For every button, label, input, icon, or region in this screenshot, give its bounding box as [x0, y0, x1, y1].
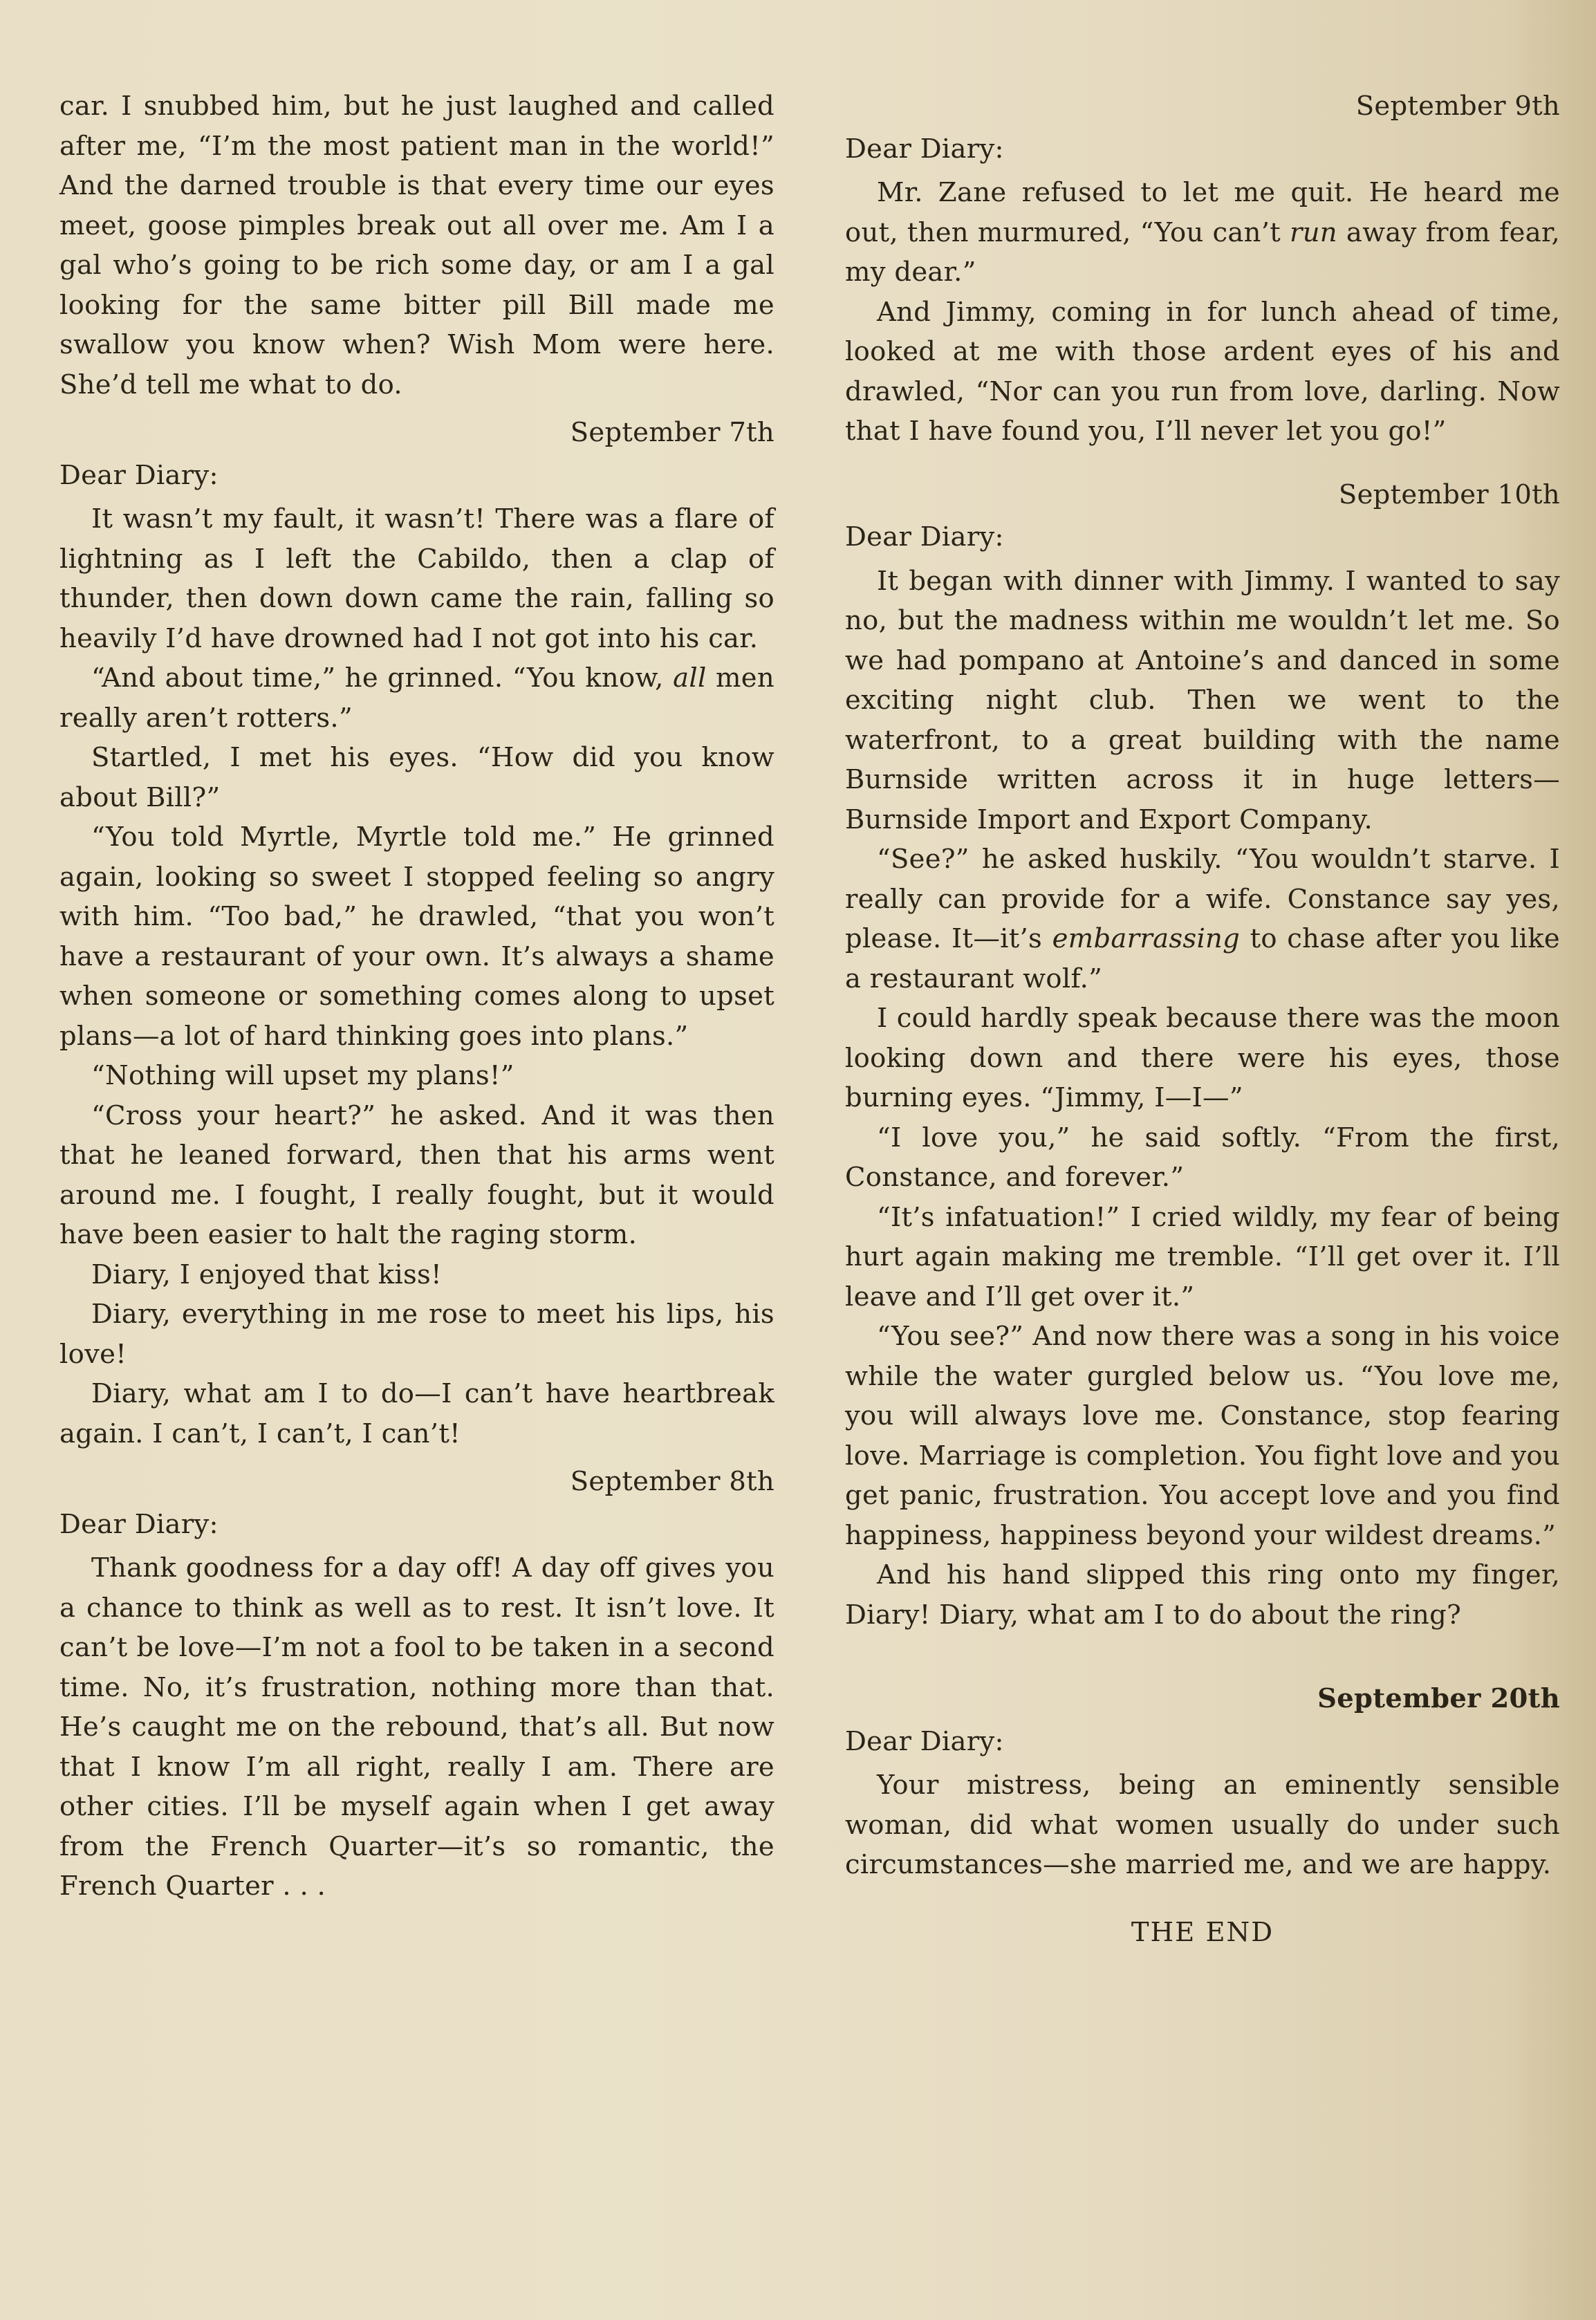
paragraph: “It’s infatuation!” I cried wildly, my fear of being hurt again making me tremble. “I’ll get over it. I’ll leave and I’ll get over it.” [845, 1201, 1560, 1312]
entry-date-sep20: September 20th [1317, 1683, 1560, 1714]
paragraph: Diary, I enjoyed that kiss! [91, 1259, 442, 1290]
emphasis: all [673, 662, 707, 694]
emphasis: embarrassing [1052, 923, 1241, 954]
paragraph [59, 658, 774, 738]
paragraph: Diary, what am I to do—I can’t have heartbreak again. I can’t, I can’t, I can’t! [59, 1378, 774, 1449]
right-column [845, 86, 1560, 1952]
intro-paragraph: car. I snubbed him, but he just laughed and called after me, “I’m the most patient man in the world!” And the darned trouble is that every time our eyes meet, goose pimples break out all over me. Am I a gal who’s going to be rich some day, or am I a gal looking for the same bitter pill Bill made me swallow you know when? Wish Mom were here. She’d tell me what to do. [59, 91, 774, 400]
entry-salutation-sep20: Dear Diary: [845, 1725, 1004, 1757]
entry-salutation-sep7: Dear Diary: [59, 459, 219, 491]
paragraph: Diary, everything in me rose to meet his lips, his love! [59, 1299, 774, 1370]
paragraph: “Nothing will upset my plans!” [91, 1060, 514, 1091]
paragraph: It began with dinner with Jimmy. I wanted to say no, but the madness within me wouldn’t let me. So we had pompano at Antoine’s and danced in some exciting night club. Then we went to the waterfront, to a great building with the name Burnside written across it in huge letters—Burnside Import and Export Company. [845, 565, 1560, 835]
paragraph: It wasn’t my fault, it wasn’t! There was a flare of lightning as I left the Cabildo, then a clap of thunder, then down down came the rain, falling so heavily I’d have drowned had I not got into his car. [59, 503, 774, 654]
paragraph: “I love you,” he said softly. “From the first, Constance, and forever.” [845, 1122, 1560, 1193]
paragraph: And Jimmy, coming in for lunch ahead of time, looked at me with those ardent eyes of his and drawled, “Nor can you run from love, darling. Now that I have found you, I’ll never let you go!” [845, 296, 1560, 447]
text-run: “See?” he asked huskily. “You wouldn’t starve. I really can provide for a wife. Constance say yes, please. It—it’s [845, 844, 1560, 954]
text-run: Mr. Zane refused to let me quit. He heard me out, then murmured, “You can’t [845, 177, 1560, 248]
left-column [59, 86, 774, 1906]
paragraph [845, 173, 1560, 293]
paragraph: And his hand slipped this ring onto my finger, Diary! Diary, what am I to do about the ring? [845, 1559, 1560, 1631]
paragraph: “You told Myrtle, Myrtle told me.” He grinned again, looking so sweet I stopped feeling so angry with him. “Too bad,” he drawled, “that you won’t have a restaurant of your own. It’s always a shame when someone or something comes along to upset plans—a lot of hard thinking goes into plans.” [59, 822, 774, 1052]
text-run: “And about time,” he grinned. “You know, [91, 662, 674, 694]
paragraph: I could hardly speak because there was the moon looking down and there were his eyes, those burning eyes. “Jimmy, I—I—” [845, 1003, 1560, 1113]
text-run: to chase after you like a restaurant wolf.” [845, 923, 1560, 994]
entry-date-sep10: September 10th [1338, 479, 1560, 510]
emphasis: run [1289, 216, 1337, 248]
text-run: men really aren’t rotters.” [59, 662, 774, 734]
paragraph: Thank goodness for a day off! A day off gives you a chance to think as well as to rest. It isn’t love. It can’t be love—I’m not a fool to be taken in a second time. No, it’s frustration, nothing more than that. He’s caught me on the rebound, that’s all. But now that I know I’m all right, really I am. There are other cities. I’ll be myself again when I get away from the French Quarter—it’s so romantic, the French Quarter . . . [59, 1552, 774, 1902]
entry-salutation-sep10: Dear Diary: [845, 521, 1004, 553]
entry-date-sep8: September 8th [570, 1466, 774, 1497]
entry-salutation-sep8: Dear Diary: [59, 1508, 219, 1540]
the-end-label: THE END [1131, 1916, 1274, 1948]
spacer [845, 1635, 1560, 1671]
paragraph: “Cross your heart?” he asked. And it was then that he leaned forward, then that his arms went around me. I fought, I really fought, but it would have been easier to halt the raging storm. [59, 1099, 774, 1250]
entry-date-sep9: September 9th [1355, 91, 1560, 122]
spacer [845, 452, 1560, 467]
entry-salutation-sep9: Dear Diary: [845, 133, 1004, 165]
entry-date-sep7: September 7th [570, 417, 774, 448]
paragraph: Startled, I met his eyes. “How did you know about Bill?” [59, 742, 774, 813]
paragraph [845, 839, 1560, 999]
paragraph: “You see?” And now there was a song in his voice while the water gurgled below us. “You love me, you will always love me. Constance, stop fearing love. Marriage is completion. You fight love and you get panic, frustration. You accept love and you find happiness, happiness beyond your wildest dreams.” [845, 1321, 1560, 1551]
paragraph: Your mistress, being an eminently sensible woman, did what women usually do under such circumstances—she married me, and we are happy. [845, 1770, 1560, 1880]
text-run: away from fear, my dear.” [845, 216, 1560, 288]
